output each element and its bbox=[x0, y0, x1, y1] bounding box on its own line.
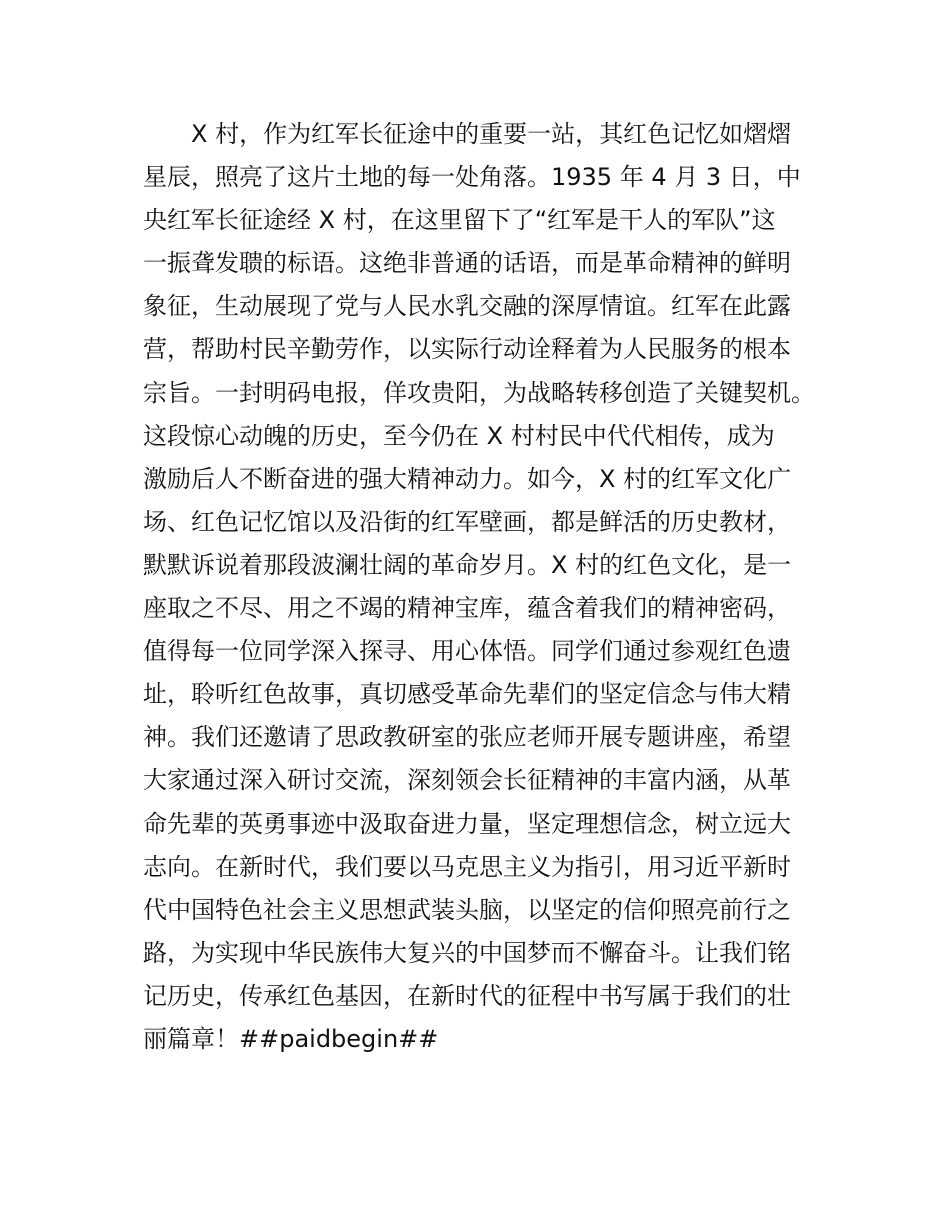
text-line: 记历史，传承红色基因，在新时代的征程中书写属于我们的壮 bbox=[143, 981, 791, 1010]
text-line: 营，帮助村民辛勤劳作，以实际行动诠释着为人民服务的根本 bbox=[143, 335, 791, 364]
text-line: 大家通过深入研讨交流，深刻领会长征精神的丰富内涵，从革 bbox=[143, 766, 791, 795]
text-line: 宗旨。一封明码电报，佯攻贵阳，为战略转移创造了关键契机。 bbox=[143, 378, 815, 407]
text-line: 值得每一位同学深入探寻、用心体悟。同学们通过参观红色遗 bbox=[143, 637, 791, 666]
text-line: 命先辈的英勇事迹中汲取奋进力量，坚定理想信念，树立远大 bbox=[143, 809, 791, 838]
text-line: 座取之不尽、用之不竭的精神宝库，蕴含着我们的精神密码， bbox=[143, 594, 791, 623]
text-line: 这段惊心动魄的历史，至今仍在 X 村村民中代代相传，成为 bbox=[143, 421, 775, 450]
text-line: 一振聋发聩的标语。这绝非普通的话语，而是革命精神的鲜明 bbox=[143, 249, 791, 278]
text-line: 象征，生动展现了党与人民水乳交融的深厚情谊。红军在此露 bbox=[143, 292, 791, 321]
text-line: 场、红色记忆馆以及沿街的红军壁画，都是鲜活的历史教材， bbox=[143, 507, 791, 536]
text-line: 激励后人不断奋进的强大精神动力。如今，X 村的红军文化广 bbox=[143, 464, 792, 493]
text-line: 路，为实现中华民族伟大复兴的中国梦而不懈奋斗。让我们铭 bbox=[143, 938, 791, 967]
text-line: X 村，作为红军长征途中的重要一站，其红色记忆如熠熠 bbox=[191, 120, 792, 148]
text-line: 默默诉说着那段波澜壮阔的革命岁月。X 村的红色文化，是一 bbox=[143, 550, 792, 579]
text-line: 址，聆听红色故事，真切感受革命先辈们的坚定信念与伟大精 bbox=[143, 680, 791, 709]
text-line: 代中国特色社会主义思想武装头脑，以坚定的信仰照亮前行之 bbox=[143, 895, 791, 924]
text-line: 丽篇章！##paidbegin## bbox=[143, 1024, 439, 1053]
text-line: 央红军长征途经 X 村，在这里留下了“红军是干人的军队”这 bbox=[143, 206, 776, 235]
text-line: 志向。在新时代，我们要以马克思主义为指引，用习近平新时 bbox=[143, 852, 791, 881]
text-line: 星辰，照亮了这片土地的每一处角落。1935 年 4 月 3 日，中 bbox=[143, 163, 801, 192]
text-line: 神。我们还邀请了思政教研室的张应老师开展专题讲座，希望 bbox=[143, 723, 791, 752]
body-paragraph bbox=[143, 113, 843, 1061]
